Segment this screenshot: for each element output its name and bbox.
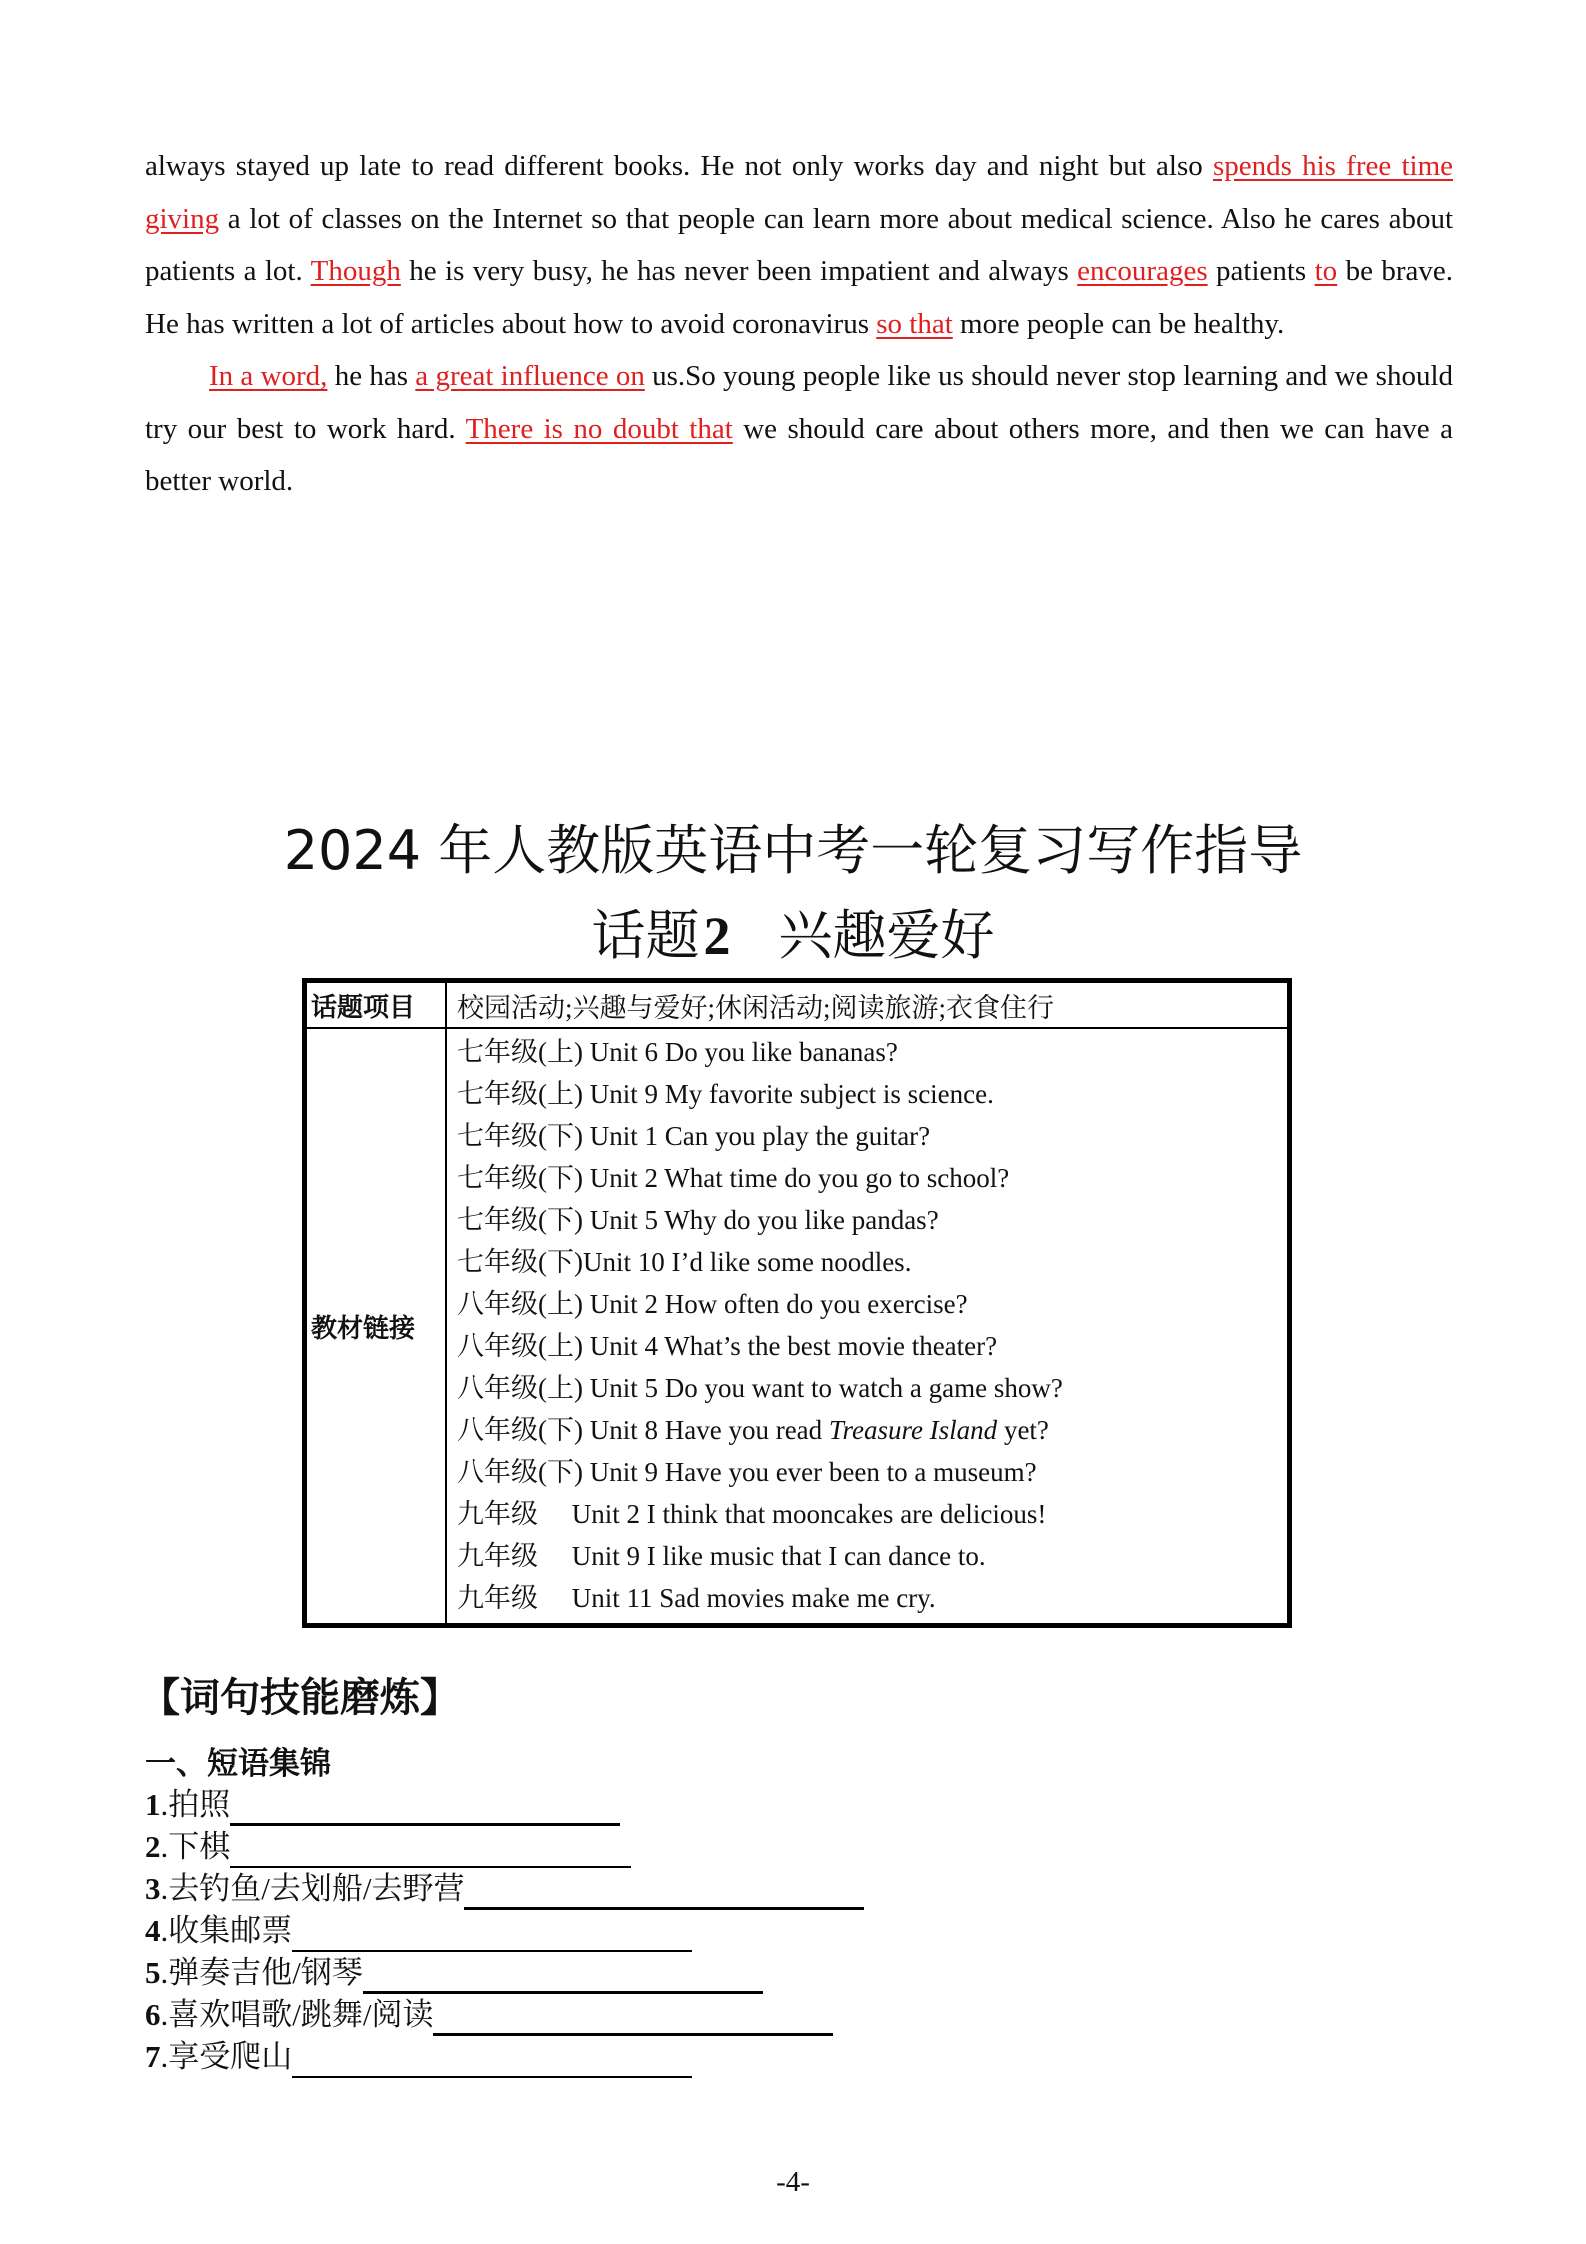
- unit-item: 七年级(上) Unit 6 Do you like bananas?: [457, 1037, 898, 1067]
- highlighted-phrase: to: [1314, 255, 1338, 287]
- text-run: be brave. He has written a lot of articles about how to avoid coronavirus: [145, 255, 1454, 340]
- text-run: more people can be healthy.: [952, 307, 1285, 340]
- exercise-item: [145, 1826, 864, 1868]
- unit-item: 九年级 Unit 11 Sad movies make me cry.: [457, 1583, 936, 1613]
- highlighted-phrase: so that: [876, 307, 953, 340]
- highlighted-phrase: a great influence on: [415, 360, 645, 392]
- exercise-item: [145, 2036, 864, 2078]
- answer-blank[interactable]: [230, 1793, 620, 1826]
- unit-item: [457, 1409, 1277, 1451]
- unit-list: [457, 1029, 1277, 1623]
- text-run: us.So young people like us should never stop learning and we should try our best to work hard.: [145, 360, 1453, 445]
- text-run: we should care about others more, and then we can have a better world.: [145, 412, 1453, 497]
- textbook-links-cell: [446, 1028, 1290, 1626]
- text-run: always stayed up late to read different books. He not only works day and night but also: [145, 150, 1213, 182]
- exercise-prompt: .下棋: [160, 1829, 231, 1864]
- exercise-number: 1: [145, 1787, 161, 1822]
- answer-blank[interactable]: [464, 1877, 864, 1910]
- answer-blank[interactable]: [292, 2046, 692, 2078]
- topic-number: 2: [703, 906, 731, 966]
- text-run: he is very busy, he has never been impatient and always: [400, 255, 1078, 287]
- exercise-prompt: .收集邮票: [160, 1913, 293, 1948]
- unit-item: 七年级(下) Unit 1 Can you play the guitar?: [457, 1121, 931, 1151]
- passage-paragraph-2: [145, 350, 1453, 508]
- unit-item: 七年级(下) Unit 5 Why do you like pandas?: [457, 1205, 939, 1235]
- exercise-number: 5: [145, 1955, 161, 1990]
- unit-item: 八年级(上) Unit 5 Do you want to watch a game show?: [457, 1373, 1063, 1403]
- page-number: -4-: [776, 2166, 810, 2198]
- unit-item: 八年级(上) Unit 2 How often do you exercise?: [457, 1289, 968, 1319]
- table-row: [305, 1028, 1290, 1626]
- table-row: [305, 981, 1290, 1029]
- textbook-links-label: 教材链接: [305, 1028, 447, 1626]
- exercise-prompt: .喜欢唱歌/跳舞/阅读: [160, 1997, 434, 2032]
- highlighted-phrase: Though: [310, 255, 401, 287]
- exercise-item: [145, 1868, 864, 1910]
- highlighted-phrase: There is no doubt that: [465, 412, 733, 445]
- topic-items-value: 校园活动;兴趣与爱好;休闲活动;阅读旅游;衣食住行: [446, 981, 1290, 1029]
- exercise-prompt: .拍照: [160, 1787, 231, 1822]
- unit-item: 八年级(下) Unit 9 Have you ever been to a museum?: [457, 1457, 1037, 1487]
- exercise-number: 4: [145, 1913, 161, 1948]
- answer-blank[interactable]: [433, 2003, 833, 2036]
- unit-item-text: 八年级(下) Unit 8 Have you read: [457, 1415, 829, 1445]
- exercise-number: 7: [145, 2039, 161, 2074]
- highlighted-phrase: In a word,: [209, 360, 328, 392]
- topic-label: 话题: [591, 904, 700, 967]
- exercise-item: [145, 1910, 864, 1952]
- section-title: 【词句技能磨炼】: [140, 1675, 460, 1721]
- exercise-number: 2: [145, 1829, 161, 1864]
- document-title: 2024 年人教版英语中考一轮复习写作指导: [283, 819, 1303, 882]
- highlighted-phrase: encourages: [1077, 255, 1208, 287]
- exercise-prompt: .去钓鱼/去划船/去野营: [160, 1871, 465, 1906]
- topic-items-label: 话题项目: [305, 981, 447, 1029]
- exercise-item: [145, 1784, 864, 1826]
- unit-item: 七年级(上) Unit 9 My favorite subject is science.: [457, 1079, 994, 1109]
- text-run: patients: [1207, 255, 1315, 287]
- passage-paragraph-1: [145, 140, 1453, 350]
- exercise-list: [145, 1784, 864, 2078]
- exercise-item: [145, 1994, 864, 2036]
- exercise-number: 6: [145, 1997, 161, 2032]
- unit-item: 九年级 Unit 9 I like music that I can dance to.: [457, 1541, 986, 1571]
- topic-name: 兴趣爱好: [778, 904, 995, 967]
- subsection-title: 一、短语集锦: [145, 1746, 331, 1782]
- exercise-item: [145, 1952, 864, 1994]
- passage: [145, 140, 1453, 508]
- text-run: he has: [327, 360, 416, 392]
- unit-item: 八年级(上) Unit 4 What’s the best movie theater?: [457, 1331, 998, 1361]
- unit-item: 七年级(下) Unit 2 What time do you go to school?: [457, 1163, 1010, 1193]
- answer-blank[interactable]: [363, 1961, 763, 1994]
- exercise-number: 3: [145, 1871, 161, 1906]
- exercise-prompt: .享受爬山: [160, 2039, 293, 2074]
- text-run: a lot of classes on the Internet so that people can learn more about medical science. Also he cares about patients a lot.: [145, 202, 1453, 287]
- highlighted-phrase: spends his free time giving: [145, 150, 1453, 235]
- answer-blank[interactable]: [292, 1920, 692, 1952]
- answer-blank[interactable]: [230, 1836, 631, 1868]
- topic-table: [302, 978, 1292, 1628]
- topic-title: [0, 900, 1586, 972]
- unit-item: 九年级 Unit 2 I think that mooncakes are delicious!: [457, 1499, 1047, 1529]
- unit-item: 七年级(下)Unit 10 I’d like some noodles.: [457, 1247, 912, 1277]
- exercise-prompt: .弹奏吉他/钢琴: [160, 1955, 363, 1990]
- book-title: Treasure Island: [828, 1415, 998, 1445]
- unit-item-tail: yet?: [997, 1415, 1049, 1445]
